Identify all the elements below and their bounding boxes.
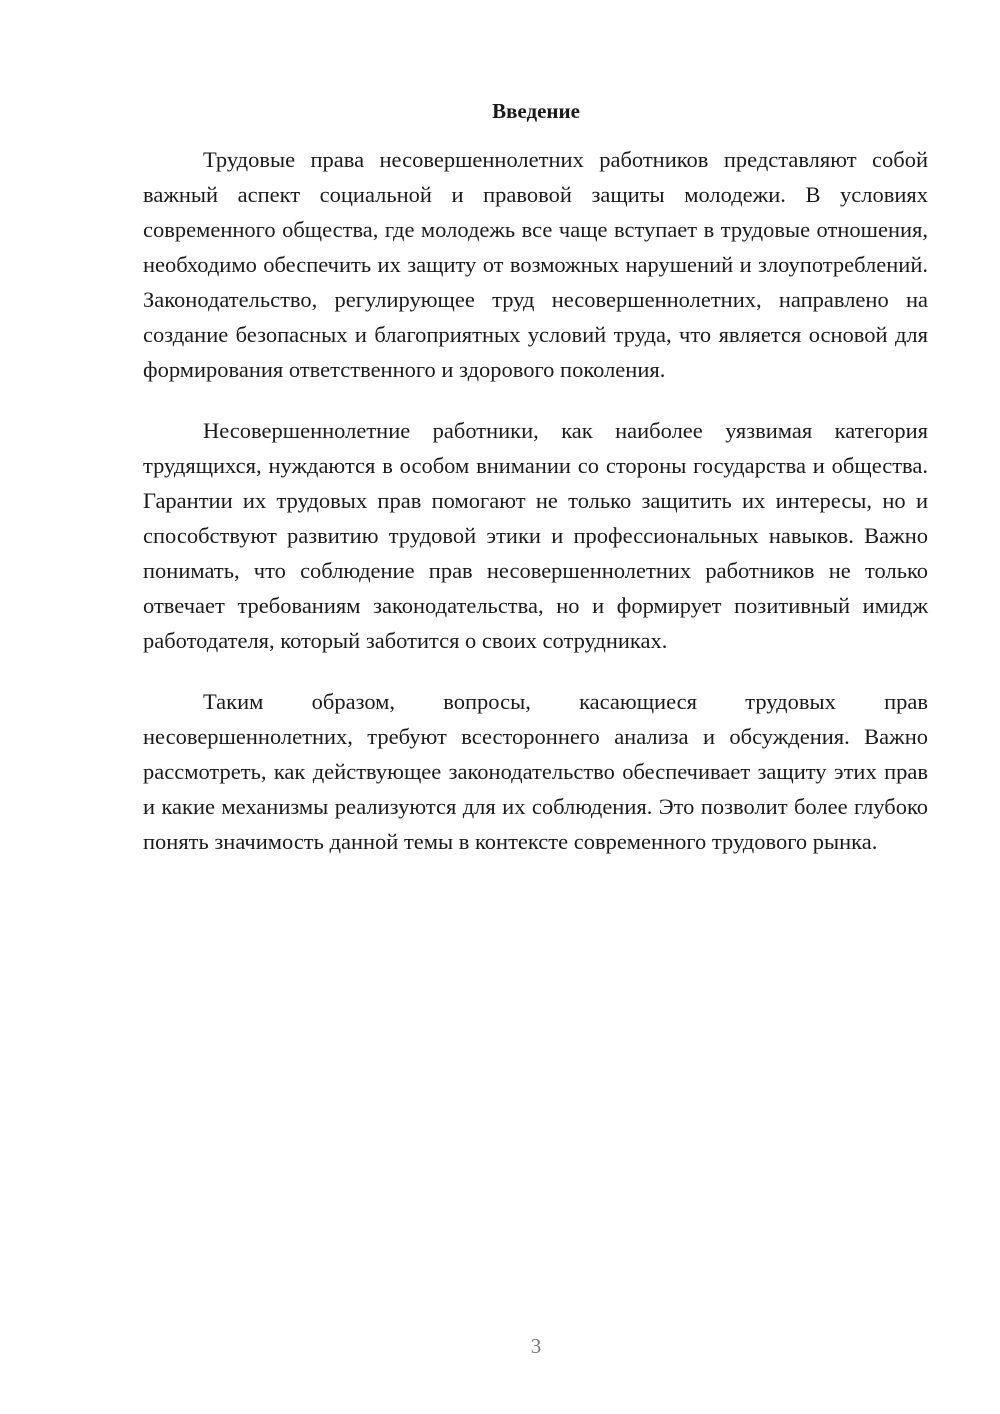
paragraph-3: Таким образом, вопросы, касающиеся трудовых прав несовершеннолетних, требуют всестороннего анализа и обсуждения. Важно рассмотреть, как действующее законодательство обеспечивает защиту этих прав и какие механизмы реализуются для их соблюдения. Это позволит более глубоко понять значимость данной темы в контексте современного трудового рынка. bbox=[143, 689, 928, 854]
section-heading: Введение bbox=[492, 99, 580, 123]
body-text bbox=[143, 142, 928, 885]
paragraph-1: Трудовые права несовершеннолетних работников представляют собой важный аспект социальной и правовой защиты молодежи. В условиях современного общества, где молодежь все чаще вступает в трудовые отношения, необходимо обеспечить их защиту от возможных нарушений и злоупотреблений. Законодательство, регулирующее труд несовершеннолетних, направлено на создание безопасных и благоприятных условий труда, что является основой для формирования ответственного и здорового поколения. bbox=[143, 147, 928, 382]
paragraph-2: Несовершеннолетние работники, как наиболее уязвимая категория трудящихся, нуждаются в особом внимании со стороны государства и общества. Гарантии их трудовых прав помогают не только защитить их интересы, но и способствуют развитию трудовой этики и профессиональных навыков. Важно понимать, что соблюдение прав несовершеннолетних работников не только отвечает требованиям законодательства, но и формирует позитивный имидж работодателя, который заботится о своих сотрудниках. bbox=[143, 418, 928, 653]
page-number: 3 bbox=[530, 1334, 542, 1358]
